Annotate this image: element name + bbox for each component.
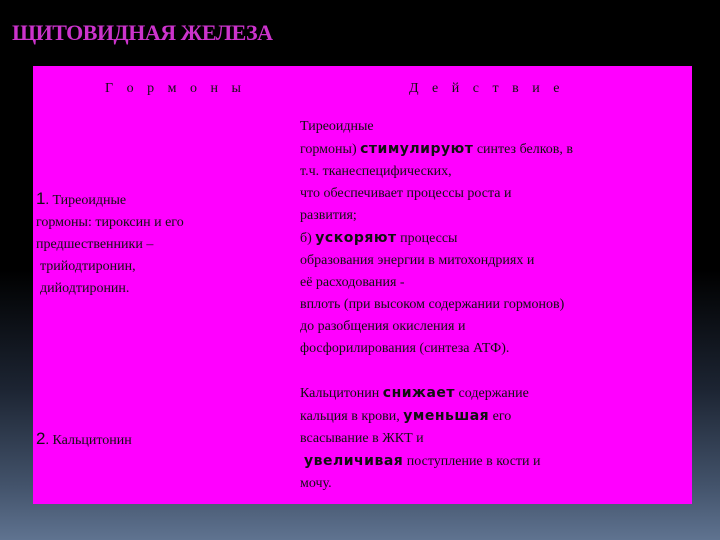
action-2-line-1 xyxy=(300,382,695,405)
keyword-decreasing: уменьшая xyxy=(403,408,490,424)
action-1-line-7: образования энергии в митохондриях и xyxy=(300,253,535,268)
action-1-line-4: что обеспечивает процессы роста и xyxy=(300,186,512,201)
keyword-stimulate: стимулируют xyxy=(360,141,474,157)
action-1-line-3: т.ч. тканеспецифических, xyxy=(300,164,452,179)
hormone-1-line-4: трийодтиронин, xyxy=(40,259,136,274)
action-1-line-2 xyxy=(300,138,695,161)
slide-title: ЩИТОВИДНАЯ ЖЕЛЕЗА xyxy=(12,20,273,45)
hormone-1-line-2: гормоны: тироксин и его xyxy=(36,215,184,230)
action-text: гормоны) xyxy=(300,142,361,157)
hormone-2-line-1 xyxy=(36,428,276,452)
action-cell-2 xyxy=(300,382,695,495)
action-text: его xyxy=(489,409,512,424)
action-2-line-2 xyxy=(300,405,695,428)
hormone-1-text: . Тиреоидные xyxy=(45,193,127,208)
action-2-line-3: всасывание в ЖКТ и xyxy=(300,431,424,446)
action-1-line-10: до разобщения окисления и xyxy=(300,319,466,334)
action-text: б) xyxy=(300,231,316,246)
header-actions: Д е й с т в и е xyxy=(409,81,565,96)
action-cell-1 xyxy=(300,116,695,360)
action-1-line-1: Тиреоидные xyxy=(300,119,374,134)
hormone-2-text: . Кальцитонин xyxy=(45,433,132,448)
hormone-table xyxy=(33,66,692,504)
hormone-1-number: 1 xyxy=(36,189,46,208)
hormone-1-line-3: предшественники – xyxy=(36,237,154,252)
hormone-2-number: 2 xyxy=(36,429,46,448)
keyword-reduce: снижает xyxy=(382,385,456,401)
action-text: синтез белков, в xyxy=(473,142,574,157)
action-1-line-11: фосфорилирования (синтеза АТФ). xyxy=(300,341,510,356)
hormone-1-line-1 xyxy=(36,188,276,212)
action-1-line-6 xyxy=(300,227,695,250)
action-1-line-9: вплоть (при высоком содержании гормонов) xyxy=(300,297,565,312)
action-text: содержание xyxy=(455,386,529,401)
hormone-cell-2 xyxy=(36,428,276,452)
hormone-cell-1 xyxy=(36,188,276,300)
keyword-accelerate: ускоряют xyxy=(315,230,397,246)
action-2-line-4 xyxy=(300,450,695,473)
action-text: Кальцитонин xyxy=(300,386,383,401)
action-1-line-5: развития; xyxy=(300,208,357,223)
keyword-increasing: увеличивая xyxy=(304,453,404,469)
action-text: процессы xyxy=(396,231,458,246)
header-hormones: Г о р м о н ы xyxy=(105,81,246,96)
hormone-1-line-5: дийодтиронин. xyxy=(40,281,130,296)
action-text: кальция в крови, xyxy=(300,409,404,424)
action-2-line-5: мочу. xyxy=(300,476,332,491)
action-text: поступление в кости и xyxy=(403,454,541,469)
action-1-line-8: её расходования - xyxy=(300,275,405,290)
